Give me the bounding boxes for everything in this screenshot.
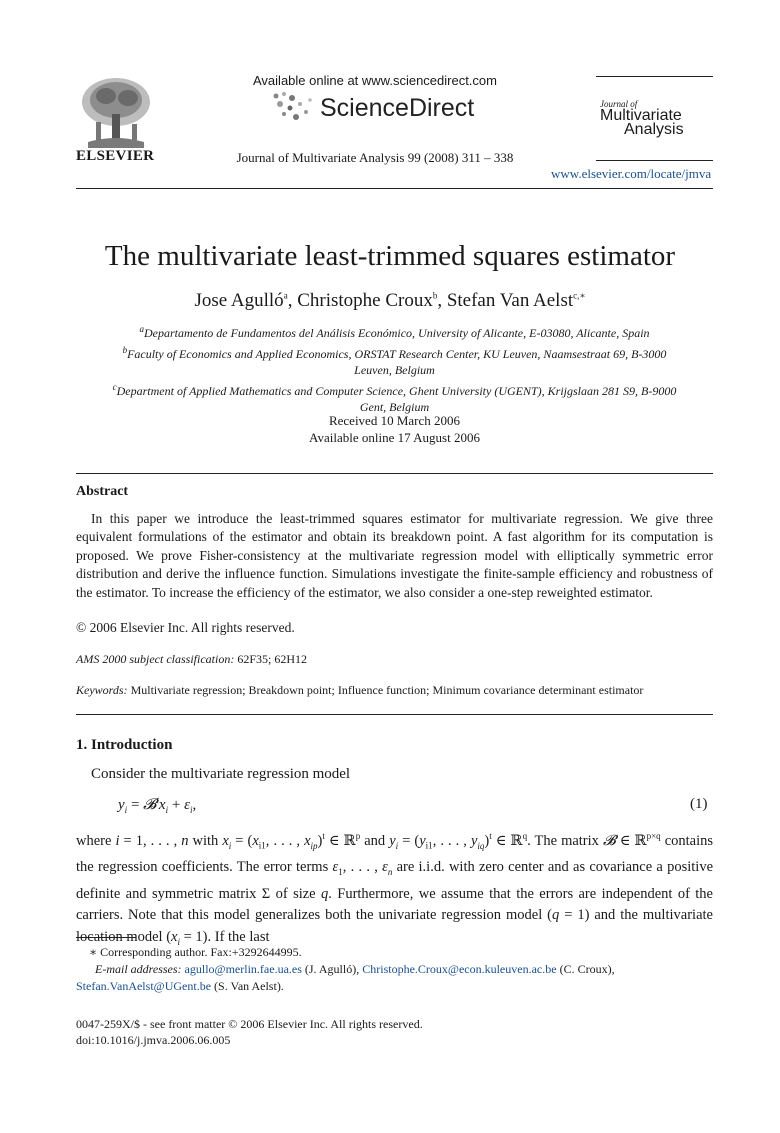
elsevier-logo	[76, 76, 156, 150]
author-agullo: Jose Agulló	[194, 290, 284, 311]
abstract-heading: Abstract	[76, 484, 129, 499]
abstract-top-rule	[76, 473, 713, 474]
jma-logo-bottom-rule	[596, 160, 713, 161]
ams-classification: AMS 2000 subject classification: 62F35; 62H12	[76, 652, 307, 666]
email-agullo-link[interactable]: agullo@merlin.fae.ua.es	[184, 962, 302, 976]
affiliation-c: $^c$Department of Applied Mathematics and Computer Science, Ghent University (UGENT), Krijgslaan 281 S9, B-9000	[112, 381, 677, 398]
jma-logo-small: Journal of	[600, 99, 638, 109]
section-paragraph: where i = 1, . . . , n with $x_i = (x_{i1}$, . . . , $x_{ip})^t$ ∈ ℝ$^p$ and $y_i = (y_{i1}$, . . . , $y_{iq})^t$ ∈ ℝ$^q$. The matrix 𝓑 ∈ ℝ$^{p\times q}$ contains the regression coefficients. The error terms $\varepsilon_1$, . . . , $\varepsilon_n$ are i.i.d. with zero center and as covariance a positive definite and symmetric matrix Σ of size q. Furthermore, we assume that the errors are independent of the carriers. Note that this model generalizes both the univariate regression model (q = 1) and the multivariate location model $(x_i = 1)$. If the last	[76, 831, 714, 947]
header-rule	[76, 188, 713, 189]
issn-line: 0047-259X/$ - see front matter © 2006 Elsevier Inc. All rights reserved.	[76, 1017, 423, 1031]
elsevier-label: ELSEVIER	[76, 148, 155, 164]
footnote-emails: E-mail addresses: agullo@merlin.fae.ua.es (J. Agulló), Christophe.Croux@econ.kuleuven.ac.be (C. Croux), Stefan.VanAelst@UGent.be (S. Van Aelst).	[76, 962, 615, 993]
sciencedirect-logo[interactable]	[270, 90, 500, 126]
section-heading: 1. Introduction	[76, 737, 173, 753]
affiliation-c-cont: Gent, Belgium	[359, 400, 430, 414]
affiliation-a: $^a$Departamento de Fundamentos del Análisis Económico, University of Alicante, E-03080, Alicante, Spain	[139, 324, 650, 340]
author-croux: Christophe Croux	[297, 290, 433, 311]
author-vanaelst-mark: c,∗	[573, 290, 586, 301]
footnote-corresponding: ∗ Corresponding author. Fax:+3292644995.	[89, 945, 302, 959]
affiliation-b: $^b$Faculty of Economics and Applied Economics, ORSTAT Research Center, KU Leuven, Naamsestraat 69, B-3000	[122, 344, 667, 361]
keywords: Keywords: Multivariate regression; Breakdown point; Influence function; Minimum covariance determinant estimator	[76, 683, 644, 697]
journal-url-link[interactable]: www.elsevier.com/locate/jmva	[551, 166, 712, 181]
jma-logo-line1: Multivariate	[600, 107, 682, 124]
footnote-rule	[76, 937, 136, 938]
journal-reference: Journal of Multivariate Analysis 99 (2008) 311 – 338	[236, 150, 514, 165]
author-vanaelst: Stefan Van Aelst	[446, 290, 574, 311]
doi-line: doi:10.1016/j.jmva.2006.06.005	[76, 1033, 231, 1047]
sciencedirect-dots-icon	[270, 90, 320, 124]
abstract-copyright: © 2006 Elsevier Inc. All rights reserved.	[76, 620, 295, 635]
affiliations	[76, 321, 713, 416]
online-date: Available online 17 August 2006	[309, 430, 480, 445]
email-vanaelst-link[interactable]: Stefan.VanAelst@UGent.be	[76, 979, 212, 993]
jma-logo-line2: Analysis	[624, 121, 684, 138]
author-croux-mark: b	[432, 290, 438, 301]
equation-number: (1)	[690, 796, 708, 812]
equation-1: $y_i$ = $𝓑^tx_i + \varepsilon_i$,	[118, 795, 197, 815]
abstract-bottom-rule	[76, 714, 713, 715]
authors-line: Jose Agulló$^a$, Christophe Croux$^b$, Stefan Van Aelst$^{c,∗}$	[194, 290, 586, 311]
jma-logo-top-rule	[596, 76, 713, 77]
author-agullo-mark: a	[283, 290, 288, 301]
elsevier-tree-icon	[76, 76, 156, 148]
abstract-text: In this paper we introduce the least-trimmed squares estimator for multivariate regression. We give three equivalent formulations of the estimator and obtain its breakdown point. A fast algorithm for its computation is proposed. We prove Fisher-consistency at the multivariate regression model with elliptically symmetric error distribution and derive the influence function. Simulations investigate the finite-sample efficiency and robustness of the estimator. To increase the efficiency of the estimator, we also consider a one-step reweighted estimator.	[76, 511, 713, 600]
paper-title: The multivariate least-trimmed squares estimator	[104, 240, 676, 272]
received-date: Received 10 March 2006	[328, 413, 461, 428]
section-lead: Consider the multivariate regression model	[91, 766, 351, 782]
affiliation-b-cont: Leuven, Belgium	[354, 363, 435, 377]
sciencedirect-available[interactable]: Available online at www.sciencedirect.com	[253, 73, 497, 88]
email-croux-link[interactable]: Christophe.Croux@econ.kuleuven.ac.be	[362, 962, 557, 976]
sciencedirect-brand: ScienceDirect	[320, 94, 475, 122]
